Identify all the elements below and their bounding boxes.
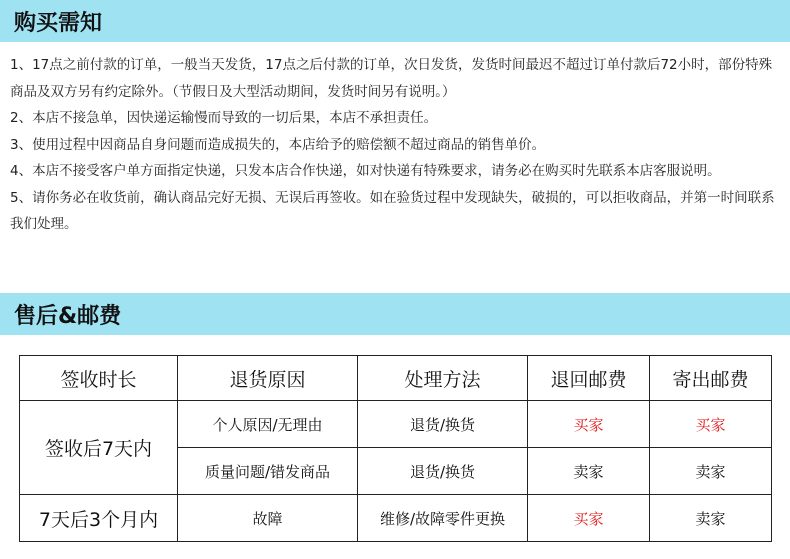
return-fee-cell: 卖家 xyxy=(528,448,650,495)
section-title: 售后&邮费 xyxy=(14,303,122,329)
section-title: 购买需知 xyxy=(14,10,103,36)
section-header-after-sales xyxy=(0,293,790,335)
reason-cell: 个人原因/无理由 xyxy=(178,401,358,448)
header-cell: 退货原因 xyxy=(178,356,358,401)
notice-item: 4、本店不接受客户单方面指定快递，只发本店合作快递，如对快递有特殊要求，请务必在购买时先联系本店客服说明。 xyxy=(10,163,721,179)
reason-cell: 故障 xyxy=(178,495,358,542)
table-row xyxy=(20,495,772,542)
header-cell: 退回邮费 xyxy=(528,356,650,401)
return-fee-cell: 买家 xyxy=(528,495,650,542)
section-header-purchase-notice xyxy=(0,0,790,42)
notice-item: 1、17点之前付款的订单，一般当天发货，17点之后付款的订单，次日发货，发货时间最迟不超过订单付款后72小时，部份特殊商品及双方另有约定除外。（节假日及大型活动期间，发货时间另有说明。） xyxy=(10,57,773,100)
send-fee-cell: 卖家 xyxy=(650,495,772,542)
period-cell: 签收后7天内 xyxy=(20,401,178,495)
header-cell: 寄出邮费 xyxy=(650,356,772,401)
table-header-row xyxy=(20,356,772,401)
table-row xyxy=(20,401,772,448)
notice-item: 5、请你务必在收货前，确认商品完好无损、无误后再签收。如在验货过程中发现缺失，破损的，可以拒收商品，并第一时间联系我们处理。 xyxy=(10,189,775,232)
notice-item: 2、本店不接急单，因快递运输慢而导致的一切后果，本店不承担责任。 xyxy=(10,110,438,126)
header-cell: 处理方法 xyxy=(358,356,528,401)
method-cell: 退货/换货 xyxy=(358,448,528,495)
method-cell: 退货/换货 xyxy=(358,401,528,448)
after-sales-table xyxy=(19,355,772,542)
send-fee-cell: 买家 xyxy=(650,401,772,448)
notice-list xyxy=(10,52,782,238)
period-cell: 7天后3个月内 xyxy=(20,495,178,542)
return-fee-cell: 买家 xyxy=(528,401,650,448)
header-cell: 签收时长 xyxy=(20,356,178,401)
send-fee-cell: 卖家 xyxy=(650,448,772,495)
method-cell: 维修/故障零件更换 xyxy=(358,495,528,542)
notice-item: 3、使用过程中因商品自身问题而造成损失的，本店给予的赔偿额不超过商品的销售单价。 xyxy=(10,136,546,153)
reason-cell: 质量问题/错发商品 xyxy=(178,448,358,495)
